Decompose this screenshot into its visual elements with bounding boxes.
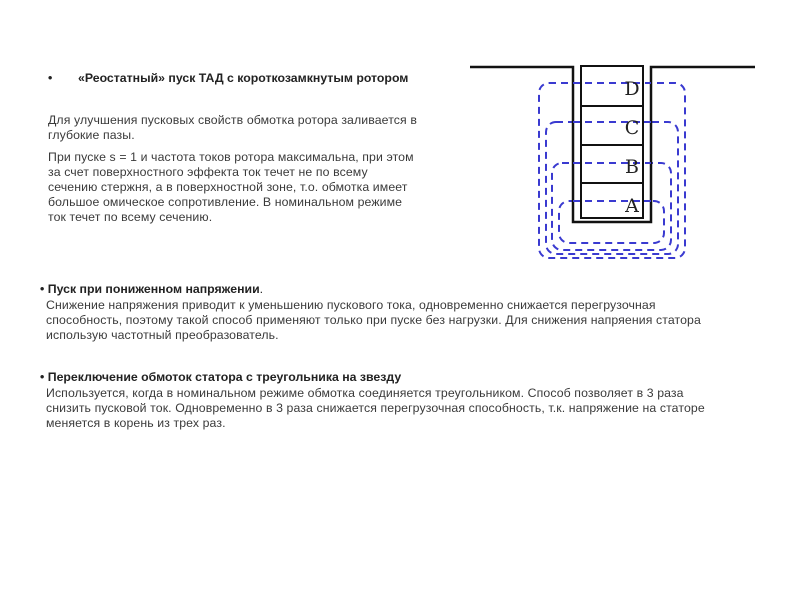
layer-label-c: C [624, 117, 640, 139]
bullet: • [40, 370, 45, 384]
text-line: ток течет по всему сечению. [48, 210, 213, 224]
text-line: При пуске s = 1 и частота токов ротора максимальна, при этом [48, 150, 414, 164]
text-line: сечению стержня, а в поверхностной зоне, т.о. обмотка имеет [48, 180, 408, 194]
text-line: способность, поэтому такой способ применяют только при пуске без нагрузки. Для снижения напряения статора [46, 313, 701, 327]
section2-body [46, 298, 786, 343]
section3-title: Переключение обмоток статора с треугольника на звезду [47, 370, 402, 384]
section3-heading [40, 370, 401, 384]
text-line: меняется в корень из трех раз. [46, 416, 226, 430]
text-line: Используется, когда в номинальном режиме обмотка соединяется треугольником. Способ позволяет в 3 раза [46, 386, 684, 400]
text-line: Снижение напряжения приводит к уменьшению пускового тока, одновременно снижается перегрузочная [46, 298, 656, 312]
text-line: большое омическое сопротивление. В номинальном режиме [48, 195, 403, 209]
section2-title: Пуск при пониженном напряжении [47, 282, 260, 296]
section2-heading [40, 282, 263, 296]
section1-heading [48, 71, 408, 85]
text-line: за счет поверхностного эффекта ток течет не по всему [48, 165, 368, 179]
section1-title: «Реостатный» пуск ТАД с короткозамкнутым ротором [78, 71, 409, 85]
layer-label-b: B [625, 156, 639, 178]
section2-title-suffix: . [259, 282, 264, 296]
bullet: • [40, 282, 45, 296]
layer-label-a: A [625, 195, 639, 217]
slot-outline [470, 66, 755, 222]
section1-paragraph2 [48, 150, 448, 225]
layer-label-d: D [624, 78, 640, 100]
text-line: снизить пусковой ток. Одновременно в 3 раза снижается перегрузочная способность, т.к. напряжение на статоре [46, 401, 705, 415]
deep-slot-diagram [460, 55, 760, 275]
bullet: • [48, 71, 53, 85]
section3-body [46, 386, 786, 431]
text-line: глубокие пазы. [48, 128, 135, 142]
section1-paragraph1 [48, 113, 448, 143]
text-line: использую частотный преобразователь. [46, 328, 279, 342]
text-line: Для улучшения пусковых свойств обмотка ротора заливается в [48, 113, 417, 127]
